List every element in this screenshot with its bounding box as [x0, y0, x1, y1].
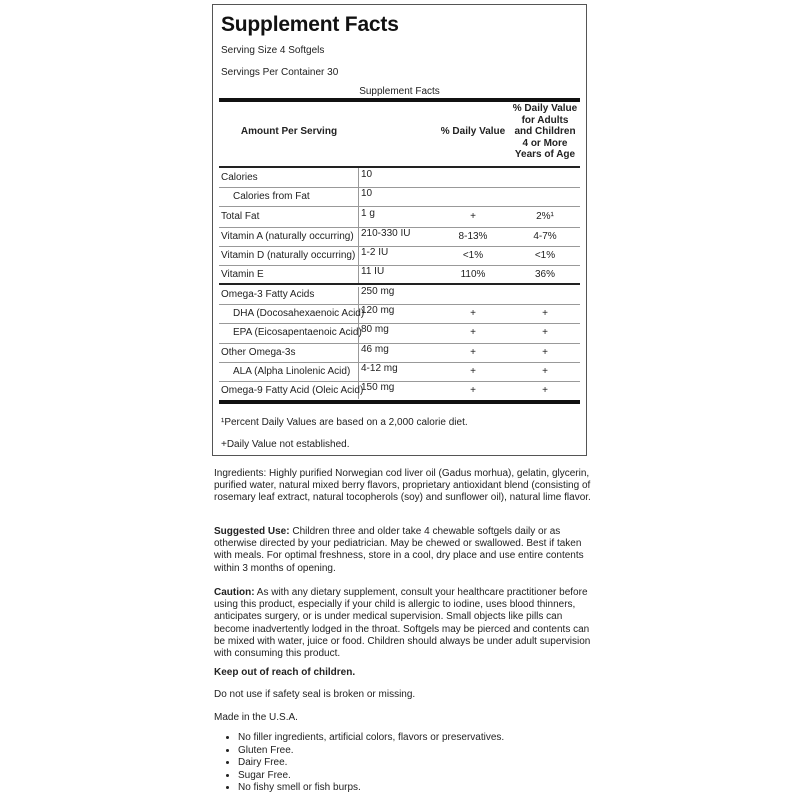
list-item: • Sugar Free. [238, 770, 504, 783]
nutrient-name: Other Omega-3s [221, 347, 296, 358]
nutrient-name: Calories from Fat [233, 191, 310, 202]
made-in-usa: Made in the U.S.A. [214, 712, 298, 723]
keep-out-warning: Keep out of reach of children. [214, 667, 356, 678]
nutrient-amount: 210-330 IU [361, 228, 411, 239]
daily-value-adults: 2%¹ [536, 211, 554, 222]
safety-seal-warning: Do not use if safety seal is broken or missing. [214, 689, 416, 700]
daily-value: 110% [460, 269, 486, 280]
daily-value-adults: 4-7% [533, 231, 557, 242]
serving-size: Serving Size 4 Softgels [221, 45, 325, 56]
daily-value: + [470, 347, 476, 358]
row-rule [219, 206, 580, 207]
nutrient-amount: 1-2 IU [361, 247, 389, 258]
table-caption: Supplement Facts [359, 86, 440, 97]
row-rule [219, 265, 580, 266]
nutrient-name: Omega-3 Fatty Acids [221, 289, 315, 300]
nutrient-name: DHA (Docosahexaenoic Acid) [233, 308, 365, 319]
row-rule [219, 323, 580, 324]
list-item: • Dairy Free. [238, 757, 504, 770]
ingredients-text: Ingredients: Highly purified Norwegian cod liver oil (Gadus morhua), gelatin, glycerin, purified water, natural mixed berry flavors, proprietary antioxidant blend (consisting of rosemary leaf extract, natural tocopherols (soy) and sunflower oil), natural lime flavor. [214, 468, 591, 504]
daily-value-adults: 36% [534, 269, 555, 280]
row-rule [219, 381, 580, 382]
table-bottom-rule [219, 400, 580, 404]
daily-value-adults: + [542, 308, 548, 319]
daily-value: + [470, 308, 476, 319]
daily-value-adults: + [542, 327, 548, 338]
nutrient-name: EPA (Eicosapentaenoic Acid) [233, 327, 362, 338]
header-daily-value: % Daily Value [440, 126, 506, 137]
nutrient-amount: 46 mg [361, 344, 389, 355]
nutrient-amount: 150 mg [361, 382, 395, 393]
nutrient-amount: 80 mg [361, 324, 389, 335]
nutrient-amount: 10 [361, 188, 373, 199]
row-rule [219, 304, 580, 305]
list-item: • Gluten Free. [238, 745, 504, 758]
suggested-use-label: Suggested Use: [214, 526, 290, 537]
header-daily-value-adults: % Daily Value for Adults and Children 4 or More Years of Age [512, 103, 578, 160]
daily-value: 8-13% [458, 231, 488, 242]
header-top-rule [219, 98, 580, 102]
header-bottom-rule [219, 166, 580, 168]
daily-value: + [470, 366, 476, 377]
panel-title: Supplement Facts [221, 13, 399, 36]
footnote-not-established: +Daily Value not established. [221, 439, 350, 450]
list-item: • No filler ingredients, artificial colors, flavors or preservatives. [238, 732, 504, 745]
suggested-use-text: Children three and older take 4 chewable softgels daily or as otherwise directed by your pediatrician. May be chewed or swallowed. Best if taken with meals. For optimal freshness, store in a cool, dry place and use entire contents within 3 months of opening. [214, 526, 584, 574]
suggested-use [214, 526, 594, 575]
row-rule [219, 362, 580, 363]
daily-value: + [470, 211, 476, 222]
daily-value-adults: <1% [534, 250, 556, 261]
footnote-daily-value-basis: ¹Percent Daily Values are based on a 2,000 calorie diet. [221, 417, 468, 428]
caution [214, 587, 594, 660]
row-rule [219, 343, 580, 344]
nutrient-name: ALA (Alpha Linolenic Acid) [233, 366, 351, 377]
list-item: • No fishy smell or fish burps. [238, 782, 504, 795]
daily-value-adults: + [542, 366, 548, 377]
nutrient-amount: 4-12 mg [361, 363, 398, 374]
servings-per-container: Servings Per Container 30 [221, 67, 339, 78]
nutrient-name: Vitamin D (naturally occurring) [221, 250, 356, 261]
nutrient-amount: 250 mg [361, 286, 395, 297]
daily-value: + [470, 327, 476, 338]
features-list [214, 732, 504, 795]
daily-value: + [470, 385, 476, 396]
caution-label: Caution: [214, 587, 255, 598]
daily-value-adults: + [542, 347, 548, 358]
column-divider [358, 168, 359, 284]
daily-value-adults: + [542, 385, 548, 396]
nutrient-name: Vitamin E [221, 269, 264, 280]
nutrient-name: Omega-9 Fatty Acid (Oleic Acid) [221, 385, 364, 396]
nutrient-amount: 10 [361, 169, 373, 180]
daily-value: <1% [462, 250, 484, 261]
nutrient-amount: 1 g [361, 208, 375, 219]
supplement-facts-panel [212, 4, 587, 456]
caution-text: As with any dietary supplement, consult your healthcare practitioner before using this product, especially if your child is allergic to iodine, uses blood thinners, anticipates surgery, or is under medical supervision. Small objects like pills can become inadvertently lodged in the throat. Softgels may be pierced and contents can be mixed with water, juice or food. Children should always be under adult supervision with consuming this product. [214, 587, 591, 660]
row-rule [219, 246, 580, 247]
nutrient-name: Vitamin A (naturally occurring) [221, 231, 354, 242]
nutrient-name: Calories [221, 172, 258, 183]
nutrient-amount: 11 IU [361, 266, 385, 277]
section-rule [219, 283, 580, 285]
header-amount: Amount Per Serving [240, 126, 338, 137]
nutrient-name: Total Fat [221, 211, 260, 222]
row-rule [219, 187, 580, 188]
nutrient-amount: 120 mg [361, 305, 395, 316]
